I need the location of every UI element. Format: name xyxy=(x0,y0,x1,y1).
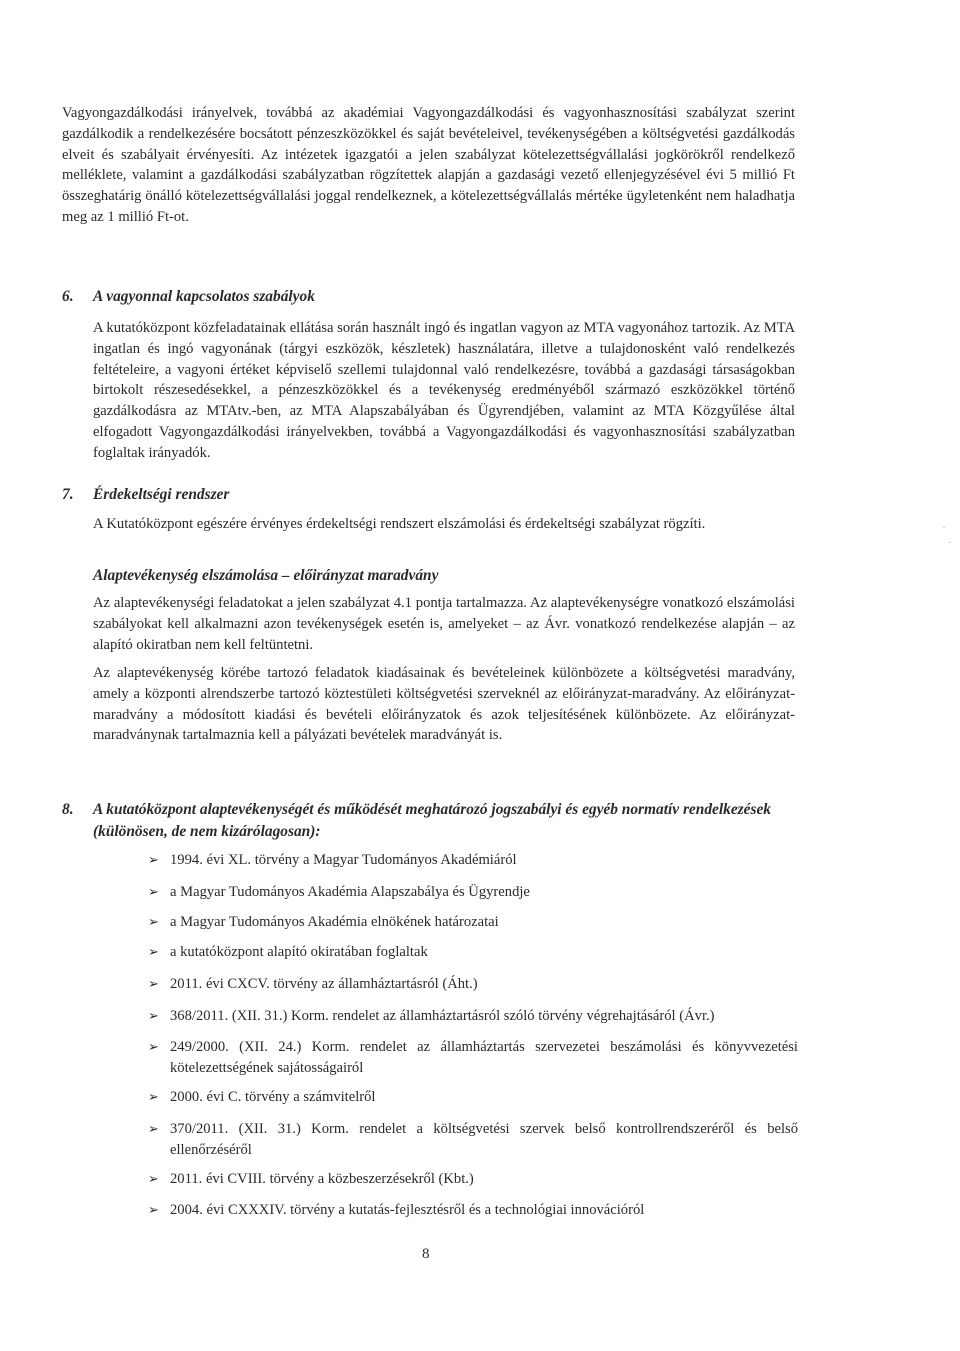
arrow-bullet-icon: ➢ xyxy=(148,1008,159,1023)
section-7-title: Érdekeltségi rendszer xyxy=(93,486,230,503)
list-item: ➢ 2000. évi C. törvény a számvitelről xyxy=(148,1087,798,1108)
arrow-bullet-icon: ➢ xyxy=(148,976,159,991)
section-6-number: 6. xyxy=(62,288,74,305)
arrow-bullet-icon: ➢ xyxy=(148,1171,159,1186)
section-8-title: A kutatóközpont alaptevékenységét és működését meghatározó jogszabályi és egyéb normatív rendelkezések (különösen, de nem kizárólagosan): xyxy=(93,801,771,840)
scan-artifact: · xyxy=(942,520,946,534)
intro-paragraph: Vagyongazdálkodási irányelvek, továbbá az akadémiai Vagyongazdálkodási és vagyonhasznosítási szabályzat szerint gazdálkodik a rendelkezésére bocsátott pénzeszközökkel és saját bevételeivel, tevékenységében a költségvetési gazdálkodás elveit és szabályait érvényesíti. Az intézetek igazgatói a jelen szabályzat kötelezettségvállalási jogkörökről rendelkező melléklete, valamint a gazdálkodási szabályzatban rögzítettek alapján a gazdasági vezető ellenjegyzésével évi 5 millió Ft összeghatárig önálló kötelezettségvállalási joggal rendelkeznek, a kötelezettségvállalás mértéke ügyletenként nem haladhatja meg az 1 millió Ft-ot. xyxy=(62,105,795,225)
arrow-bullet-icon: ➢ xyxy=(148,884,159,899)
section-6-paragraph: A kutatóközpont közfeladatainak ellátása során használt ingó és ingatlan vagyon az MTA vagyonához tartozik. Az MTA ingatlan és ingó vagyonának (tárgyi eszközök, készletek) használatára, illetve a tulajdonosként való rendelkezés feltételeire, a vagyoni értéket képviselő szellemi tulajdonnal való rendelkezésre, továbbá a gazdasági társaságokban birtokolt részesedésekkel, a pénzeszközökkel és a tevékenység eredményéből származó eszközökkel történő gazdálkodásra az MTAtv.-ben, az MTA Alapszabályában és Ügyrendjében, valamint az MTA Közgyűlése által elfogadott Vagyongazdálkodási irányelvekben, továbbá a Vagyongazdálkodási és vagyonhasznosítási szabályzatban foglaltak irányadók. xyxy=(93,320,795,461)
scan-artifact: · xyxy=(948,535,952,549)
page-number: 8 xyxy=(422,1246,430,1262)
arrow-bullet-icon: ➢ xyxy=(148,1039,159,1054)
list-item: ➢ a Magyar Tudományos Akadémia elnökének határozatai xyxy=(148,912,798,933)
list-item: ➢ 249/2000. (XII. 24.) Korm. rendelet az államháztartás szervezetei beszámolási és könyvvezetési kötelezettségének sajátosságairól xyxy=(148,1039,798,1076)
arrow-bullet-icon: ➢ xyxy=(148,852,159,867)
arrow-bullet-icon: ➢ xyxy=(148,1121,159,1136)
arrow-bullet-icon: ➢ xyxy=(148,914,159,929)
list-item: ➢ a kutatóközpont alapító okiratában foglaltak xyxy=(148,942,798,963)
section-7-number: 7. xyxy=(62,486,74,503)
list-item: ➢ 368/2011. (XII. 31.) Korm. rendelet az államháztartásról szóló törvény végrehajtásáról (Ávr.) xyxy=(148,1006,798,1027)
subsection-paragraph-1: Az alaptevékenységi feladatokat a jelen szabályzat 4.1 pontja tartalmazza. Az alaptevékenységre vonatkozó elszámolási szabályokat kell alkalmazni azon tevékenységek esetén is, amelyeket – az Ávr. vonatkozó rendelkezése alapján – az alapító okiratban nem kell feltüntetni. xyxy=(93,595,795,653)
section-6-title: A vagyonnal kapcsolatos szabályok xyxy=(93,288,315,305)
list-item: ➢ 1994. évi XL. törvény a Magyar Tudományos Akadémiáról xyxy=(148,850,798,871)
list-item: ➢ 2011. évi CVIII. törvény a közbeszerzésekről (Kbt.) xyxy=(148,1169,798,1190)
list-item: ➢ 2004. évi CXXXIV. törvény a kutatás-fejlesztésről és a technológiai innovációról xyxy=(148,1200,798,1221)
arrow-bullet-icon: ➢ xyxy=(148,1089,159,1104)
arrow-bullet-icon: ➢ xyxy=(148,944,159,959)
list-item: ➢ 370/2011. (XII. 31.) Korm. rendelet a költségvetési szervek belső kontrollrendszeréről és belső ellenőrzéséről xyxy=(148,1121,798,1158)
section-8-number: 8. xyxy=(62,801,74,818)
subsection-title: Alaptevékenység elszámolása – előirányzat maradvány xyxy=(93,567,439,584)
section-7-paragraph: A Kutatóközpont egészére érvényes érdekeltségi rendszert elszámolási és érdekeltségi szabályzat rögzíti. xyxy=(93,516,706,532)
subsection-paragraph-2: Az alaptevékenység körébe tartozó feladatok kiadásainak és bevételeinek különbözete a költségvetési maradvány, amely a központi alrendszerbe tartozó köztestületi költségvetési szerveknél az előirányzat-maradvány. Az előirányzat-maradvány a módosított kiadási és bevételi előirányzatok és azok teljesítésének különbözete. Az előirányzat-maradványnak tartalmaznia kell a pályázati bevételek maradványát is. xyxy=(93,665,795,744)
arrow-bullet-icon: ➢ xyxy=(148,1202,159,1217)
list-item: ➢ 2011. évi CXCV. törvény az államháztartásról (Áht.) xyxy=(148,974,798,995)
list-item: ➢ a Magyar Tudományos Akadémia Alapszabálya és Ügyrendje xyxy=(148,882,798,903)
